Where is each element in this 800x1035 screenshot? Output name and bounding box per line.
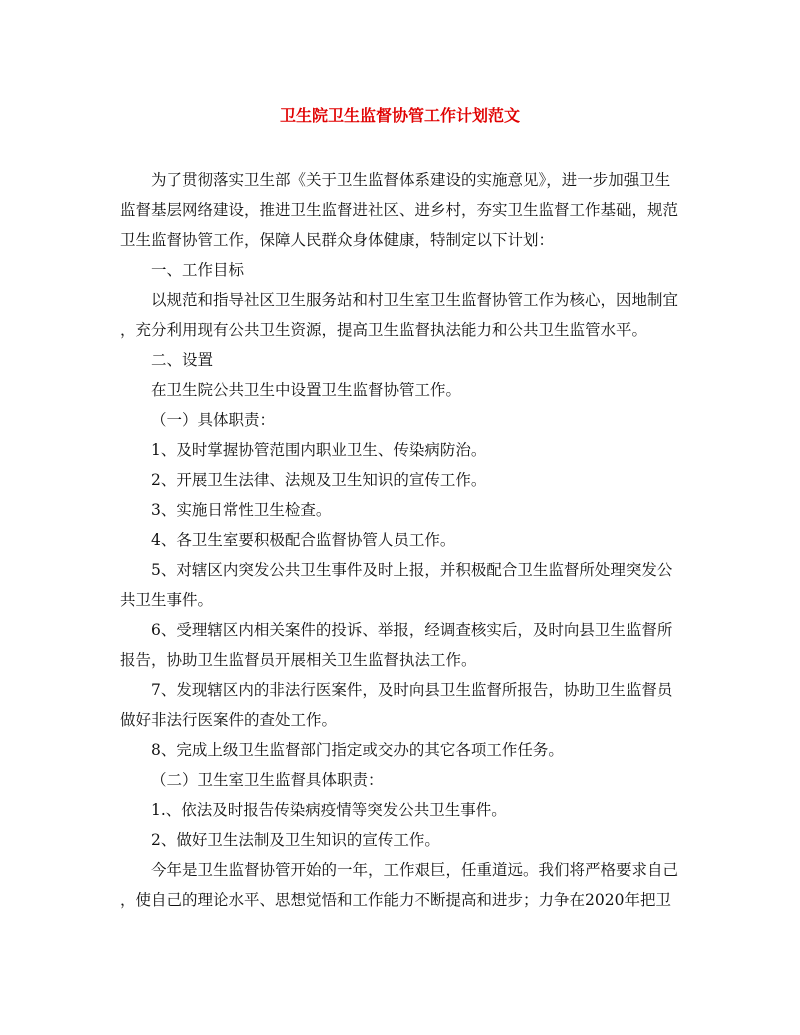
paragraph-line: （一）具体职责： — [151, 411, 276, 429]
paragraph-line: 1.、依法及时报告传染病疫情等突发公共卫生事件。 — [151, 801, 507, 819]
paragraph-line: 5、对辖区内突发公共卫生事件及时上报，并积极配合卫生监督所处理突发公 — [151, 561, 673, 579]
paragraph-line: 二、设置 — [151, 351, 214, 369]
paragraph-line: 为了贯彻落实卫生部《关于卫生监督体系建设的实施意见》，进一步加强卫生 — [151, 171, 671, 189]
paragraph-line: 今年是卫生监督协管开始的一年，工作艰巨，任重道远。我们将严格要求自己 — [151, 861, 679, 879]
paragraph-line: 以规范和指导社区卫生服务站和村卫生室卫生监督协管工作为核心，因地制宜 — [151, 291, 679, 309]
paragraph-line: 卫生监督协管工作，保障人民群众身体健康，特制定以下计划： — [120, 231, 555, 249]
paragraph-line: 2、做好卫生法制及卫生知识的宣传工作。 — [151, 831, 440, 849]
document-title: 卫生院卫生监督协管工作计划范文 — [279, 106, 520, 125]
paragraph-line: 监督基层网络建设，推进卫生监督进社区、进乡村，夯实卫生监督工作基础，规范 — [120, 201, 679, 219]
paragraph-line: 2、开展卫生法律、法规及卫生知识的宣传工作。 — [151, 471, 487, 489]
paragraph-line: 3、实施日常性卫生检查。 — [151, 501, 332, 519]
paragraph-line: 6、受理辖区内相关案件的投诉、举报，经调查核实后，及时向县卫生监督所 — [151, 621, 673, 639]
paragraph-line: 在卫生院公共卫生中设置卫生监督协管工作。 — [151, 381, 462, 399]
document-body — [120, 165, 688, 915]
paragraph-line: 一、工作目标 — [151, 261, 245, 279]
paragraph-line: 报告，协助卫生监督员开展相关卫生监督执法工作。 — [120, 651, 477, 669]
paragraph-line: 做好非法行医案件的查处工作。 — [120, 711, 338, 729]
paragraph-line: 4、各卫生室要积极配合监督协管人员工作。 — [151, 531, 456, 549]
paragraph-line: 8、完成上级卫生监督部门指定或交办的其它各项工作任务。 — [151, 741, 564, 759]
paragraph-line: ，使自己的理论水平、思想觉悟和工作能力不断提高和进步；力争在2020年把卫 — [120, 891, 671, 909]
paragraph-line: （二）卫生室卫生监督具体职责： — [151, 771, 384, 789]
paragraph-line: 共卫生事件。 — [120, 591, 214, 609]
paragraph-line: ，充分利用现有公共卫生资源，提高卫生监督执法能力和公共卫生监管水平。 — [120, 321, 648, 339]
paragraph-line: 1、及时掌握协管范围内职业卫生、传染病防治。 — [151, 441, 487, 459]
paragraph-line: 7、发现辖区内的非法行医案件，及时向县卫生监督所报告，协助卫生监督员 — [151, 681, 673, 699]
